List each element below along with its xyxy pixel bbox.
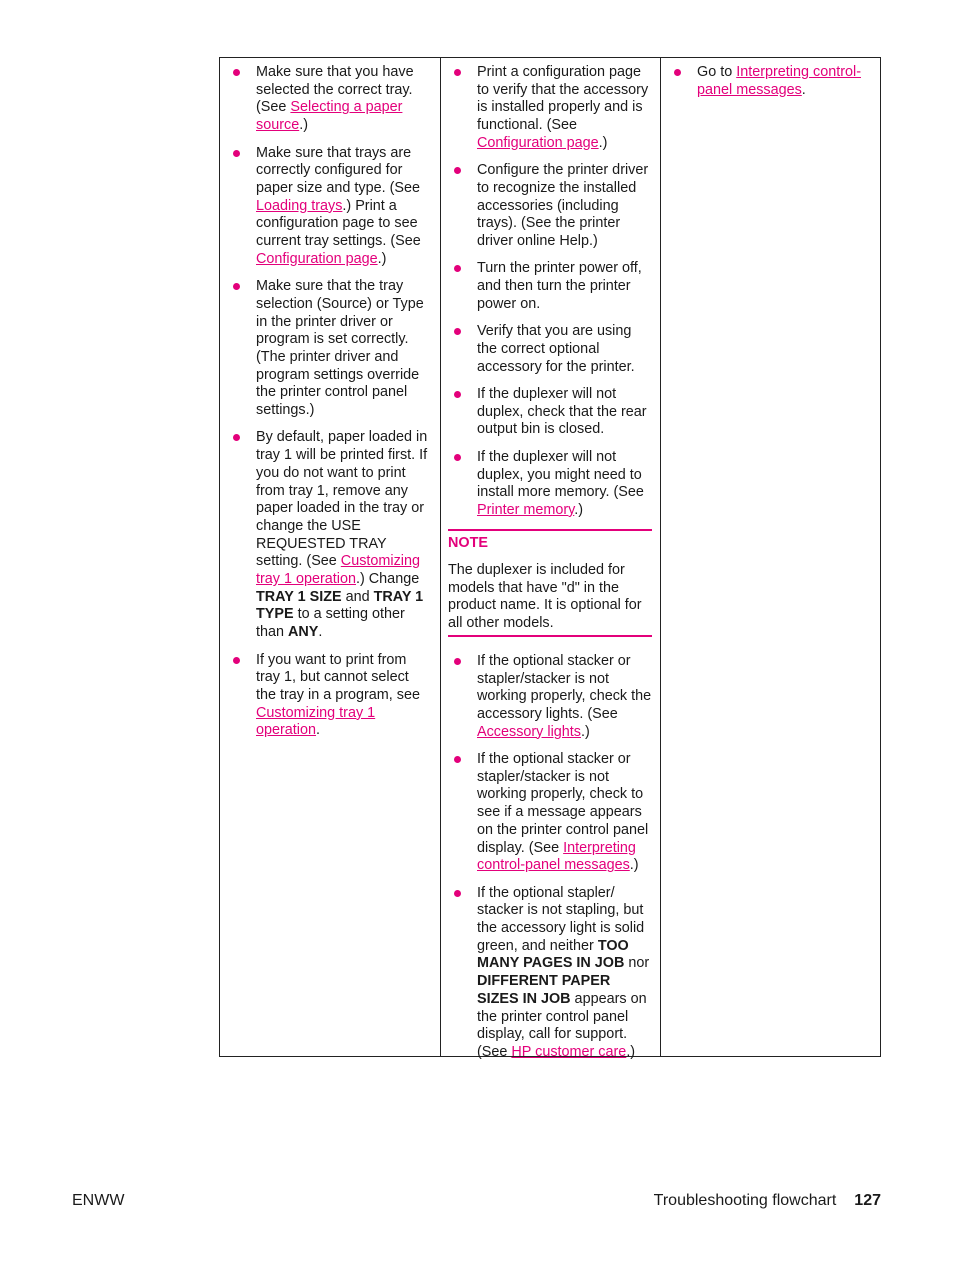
bullet-icon [454, 391, 461, 398]
bullet-list [227, 64, 432, 740]
setting-name: TRAY 1 TYPE [256, 588, 424, 623]
item-text: appears on the printer control panel display, call for support. (See [477, 990, 647, 1060]
bullet-icon [233, 434, 240, 441]
item-text: If the optional stacker or stapler/stacker is not working properly, check the accessory lights. (See [477, 652, 652, 722]
footer-edition: ENWW [72, 1192, 125, 1209]
item-text: to a setting other than [256, 606, 405, 641]
link-customizing-tray-1[interactable]: Customizing tray 1 operation [256, 553, 420, 588]
bullet-icon [454, 454, 461, 461]
bullet-icon [454, 658, 461, 665]
bullet-list [448, 64, 652, 520]
item-text: If the optional stapler/ stacker is not stapling, but the accessory light is solid green, and neither [477, 884, 645, 954]
bullet-icon [454, 328, 461, 335]
item-text: Turn the printer power off, and then turn the printer power on. [477, 260, 642, 312]
list-item [227, 429, 432, 641]
bullet-icon [674, 69, 681, 76]
bullet-icon [233, 657, 240, 664]
message-name: TOO MANY PAGES IN JOB [477, 937, 629, 972]
item-text: Configure the printer driver to recognize the installed accessories (including trays). (See the printer driver online Help.) [477, 162, 649, 250]
list-item [448, 449, 652, 520]
bullet-icon [454, 167, 461, 174]
item-text: If the optional stacker or stapler/stacker is not working properly, check to see if a message appears on the printer control panel display. (See [477, 751, 649, 856]
list-item [668, 64, 872, 99]
bullet-icon [233, 69, 240, 76]
item-text: and [341, 588, 374, 605]
bullet-icon [454, 890, 461, 897]
item-text: Go to [697, 64, 737, 80]
bullet-icon [454, 265, 461, 272]
footer-section [654, 1192, 881, 1210]
item-text: .) Print a configuration page to see current tray settings. (See [256, 197, 421, 250]
bullet-list [668, 64, 872, 99]
item-text: .) [598, 134, 608, 151]
link-configuration-page[interactable]: Configuration page [477, 134, 599, 151]
item-text: Print a configuration page to verify that the accessory is installed properly and is functional. (See [477, 64, 649, 134]
link-customizing-tray-1[interactable]: Customizing tray 1 operation [256, 704, 376, 739]
page-number: 127 [854, 1192, 881, 1209]
item-text: If you want to print from tray 1, but cannot select the tray in a program, see [256, 651, 420, 703]
link-loading-trays[interactable]: Loading trays [256, 197, 343, 214]
bullet-icon [454, 69, 461, 76]
list-item [448, 323, 652, 376]
list-item [448, 162, 652, 251]
item-text: .) [626, 1043, 636, 1060]
item-text: .) [574, 501, 584, 518]
setting-value: ANY [288, 624, 319, 641]
link-interpreting-messages[interactable]: Interpreting control-panel messages [697, 64, 861, 98]
list-item [448, 885, 652, 1062]
table-column-3 [661, 58, 880, 1056]
list-item [227, 145, 432, 269]
item-text: .) [580, 723, 590, 740]
list-item [448, 386, 652, 439]
item-text: . [801, 81, 806, 98]
item-text: Verify that you are using the correct optional accessory for the printer. [477, 323, 635, 375]
list-item [448, 653, 652, 742]
item-text: .) [629, 857, 639, 874]
bullet-icon [233, 283, 240, 290]
link-interpreting-messages[interactable]: Interpreting control-panel messages [477, 839, 636, 874]
item-text: If the duplexer will not duplex, you might need to install more memory. (See [477, 448, 644, 501]
note-box [448, 529, 652, 637]
item-text: Make sure that trays are correctly configured for paper size and type. (See [256, 144, 420, 196]
item-text: nor [624, 955, 650, 972]
footer-section-title: Troubleshooting flowchart [653, 1192, 837, 1209]
list-item [448, 260, 652, 313]
bullet-icon [233, 150, 240, 157]
item-text: Make sure that you have selected the correct tray. (See [256, 64, 414, 116]
link-printer-memory[interactable]: Printer memory [477, 501, 575, 518]
item-text: . [318, 624, 323, 641]
item-text: If the duplexer will not duplex, check that the rear output bin is closed. [477, 386, 647, 438]
setting-name: TRAY 1 SIZE [256, 588, 342, 605]
message-name: DIFFERENT PAPER SIZES IN JOB [477, 973, 611, 1007]
troubleshooting-table [219, 57, 881, 1060]
list-item [227, 278, 432, 420]
item-text: Make sure that the tray selection (Source) or Type in the printer driver or program is set correctly. (The printer driver and program settings override the printer control panel settings.) [256, 278, 424, 419]
link-hp-customer-care[interactable]: HP customer care [511, 1043, 627, 1060]
note-body: The duplexer is included for models that have "d" in the product name. It is optional for all other models. [448, 562, 642, 632]
link-selecting-paper-source[interactable]: Selecting a paper source [256, 99, 403, 134]
item-text: By default, paper loaded in tray 1 will be printed first. If you do not want to print from tray 1, remove any paper loaded in the tray or change the USE REQUESTED TRAY setting. (See [256, 429, 428, 570]
item-text: . [316, 722, 321, 739]
table-column-2 [441, 58, 661, 1060]
list-item [448, 64, 652, 153]
table-column-1 [220, 58, 441, 1056]
list-item [227, 652, 432, 741]
item-text: .) [377, 250, 387, 267]
list-item [227, 64, 432, 135]
item-text: .) Change [356, 571, 420, 588]
link-configuration-page[interactable]: Configuration page [256, 250, 378, 267]
list-item [448, 751, 652, 875]
bullet-icon [454, 756, 461, 763]
note-heading: NOTE [448, 535, 488, 552]
link-accessory-lights[interactable]: Accessory lights [477, 723, 581, 740]
bullet-list [448, 653, 652, 1062]
item-text: .) [299, 117, 308, 134]
